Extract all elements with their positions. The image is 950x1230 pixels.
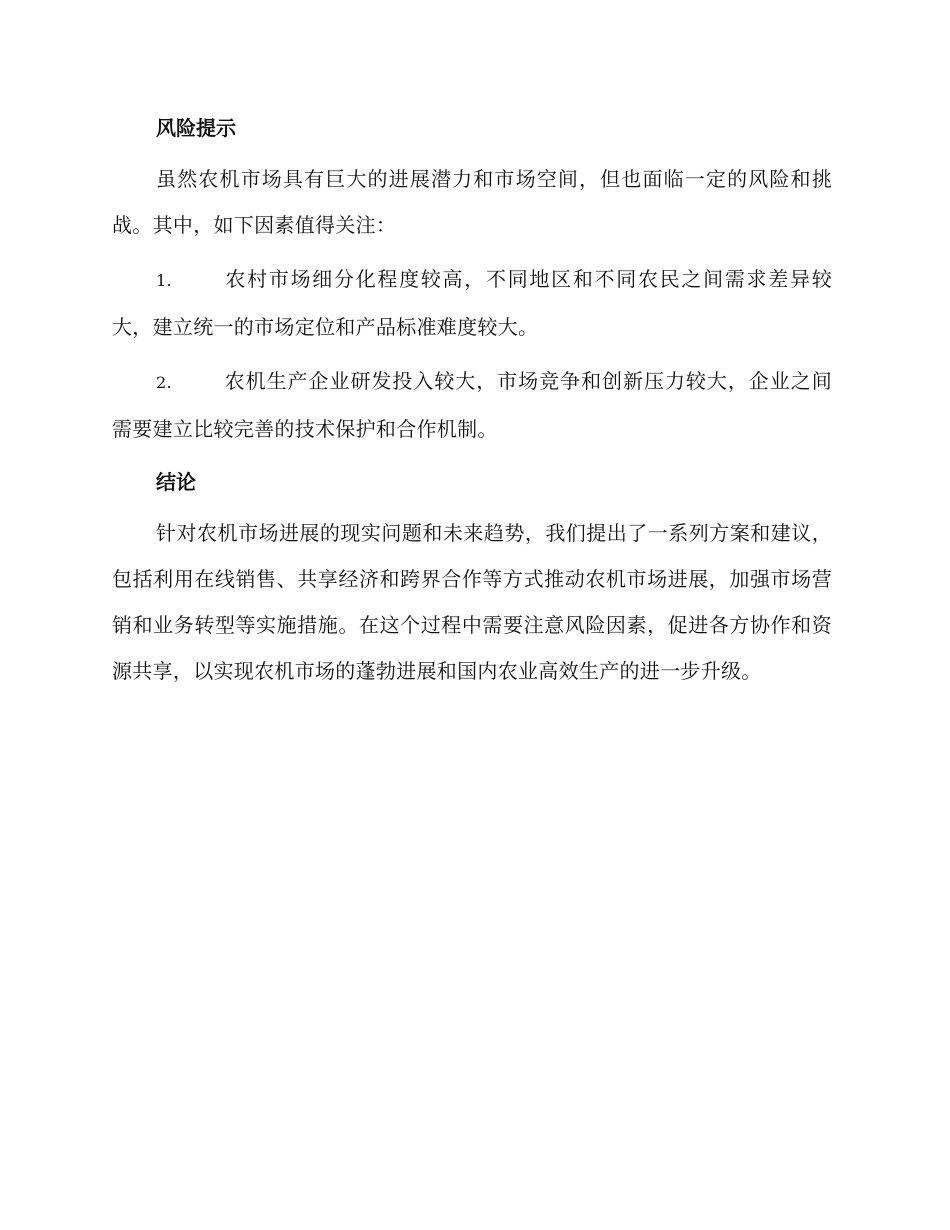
list-item-text: 农机生产企业研发投入较大，市场竞争和创新压力较大，企业之间需要建立比较完善的技术保护和合作机制。 xyxy=(112,369,832,441)
conclusion-heading: 结论 xyxy=(156,470,196,494)
document-content xyxy=(112,108,832,702)
risk-intro-paragraph: 虽然农机市场具有巨大的进展潜力和市场空间，但也面临一定的风险和挑战。其中，如下因素值得关注： xyxy=(112,167,832,237)
conclusion-paragraph: 针对农机市场进展的现实问题和未来趋势，我们提出了一系列方案和建议，包括利用在线销售、共享经济和跨界合作等方式推动农机市场进展，加强市场营销和业务转型等实施措施。在这个过程中需要注意风险因素，促进各方协作和资源共享，以实现农机市场的蓬勃进展和国内农业高效生产的进一步升级。 xyxy=(112,521,832,683)
list-number: 2. xyxy=(156,373,172,392)
risk-list-item-1 xyxy=(112,256,832,350)
risk-list-item-2 xyxy=(112,358,832,452)
list-number: 1. xyxy=(156,271,172,290)
risk-heading: 风险提示 xyxy=(156,116,236,140)
list-item-text: 农村市场细分化程度较高，不同地区和不同农民之间需求差异较大，建立统一的市场定位和产品标准难度较大。 xyxy=(112,267,832,339)
